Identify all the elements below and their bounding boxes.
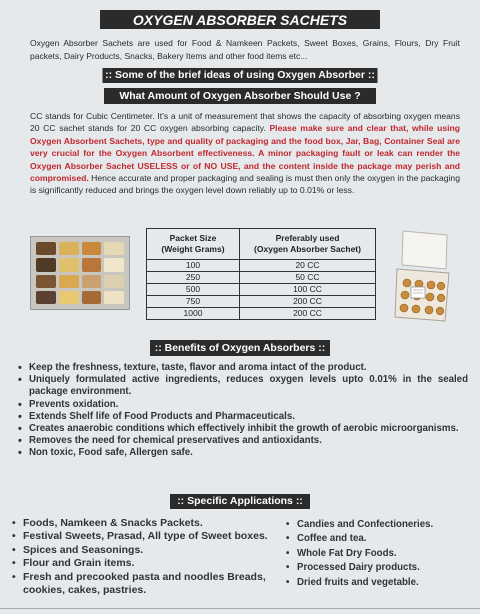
- benefit-item: • Extends Shelf life of Food Products and Pharmaceuticals.: [18, 411, 468, 423]
- application-item: • Fresh and precooked pasta and noodles Breads, cookies, cakes, pastries.: [12, 571, 277, 598]
- sachet-cell: 200 CC: [240, 296, 376, 308]
- benefits-banner: :: Benefits of Oxygen Absorbers ::: [150, 340, 330, 356]
- application-item: • Coffee and tea.: [286, 532, 471, 546]
- table-row: [147, 296, 376, 308]
- table-row: [147, 272, 376, 284]
- application-item: • Foods, Namkeen & Snacks Packets.: [12, 517, 277, 530]
- sachet-header: Preferably used (Oxygen Absorber Sachet): [240, 229, 376, 260]
- application-item: • Festival Sweets, Prasad, All type of Sweet boxes.: [12, 530, 277, 543]
- table-row: [147, 284, 376, 296]
- sweet-piece: [104, 242, 124, 255]
- table-row: [147, 260, 376, 272]
- benefit-item: • Prevents oxidation.: [18, 399, 468, 411]
- sweet-piece: [59, 258, 79, 271]
- application-item: • Spices and Seasonings.: [12, 544, 277, 557]
- measurement-paragraph: [30, 110, 460, 197]
- sweet-piece: [36, 258, 56, 271]
- packet-size-cell: 500: [147, 284, 240, 296]
- applications-list-left: [12, 517, 277, 597]
- packet-size-header: Packet Size (Weight Grams): [147, 229, 240, 260]
- sweet-piece: [36, 275, 56, 288]
- sweet-piece: [82, 275, 102, 288]
- sachet-cell: 200 CC: [240, 308, 376, 320]
- measurement-text-1: CC stands for Cubic Centimeter. It's a unit of measurement that shows the capacity of absorbing oxygen means 20 CC sachet stands for 20 CC oxygen absorbing capacity.: [30, 111, 460, 134]
- sweet-piece: [36, 291, 56, 304]
- applications-list-right: [286, 518, 471, 590]
- sweet-piece: [82, 291, 102, 304]
- bottom-rule: [0, 608, 480, 609]
- sweet-piece: [104, 291, 124, 304]
- packet-size-table: [146, 228, 376, 320]
- application-item: • Candies and Confectioneries.: [286, 518, 471, 532]
- sweet-piece: [104, 258, 124, 271]
- benefit-item: • Keep the freshness, texture, taste, flavor and aroma intact of the product.: [18, 362, 468, 374]
- table-row: [147, 308, 376, 320]
- sweet-box-photo: [30, 236, 130, 310]
- benefit-item: • Non toxic, Food safe, Allergen safe.: [18, 447, 468, 459]
- applications-banner: :: Specific Applications ::: [170, 494, 310, 509]
- packet-size-cell: 250: [147, 272, 240, 284]
- sweet-piece: [59, 242, 79, 255]
- ideas-banner: :: Some of the brief ideas of using Oxygen Absorber ::: [103, 68, 378, 83]
- sachet-cell: 50 CC: [240, 272, 376, 284]
- sachet-cell: 20 CC: [240, 260, 376, 272]
- packet-size-cell: 750: [147, 296, 240, 308]
- amount-banner: What Amount of Oxygen Absorber Should Use ?: [104, 88, 376, 104]
- sachet-cell: 100 CC: [240, 284, 376, 296]
- benefit-item: • Creates anaerobic conditions which effectively inhibit the growth of aerobic microorganisms.: [18, 423, 468, 435]
- benefits-list: [18, 362, 468, 460]
- intro-paragraph: Oxygen Absorber Sachets are used for Food & Namkeen Packets, Sweet Boxes, Grains, Flours, Dry Fruit packets, Dairy Products, Snacks, Bakery Items and other food items etc...: [30, 38, 460, 61]
- sweet-piece: [59, 275, 79, 288]
- measurement-text-2: Hence accurate and proper packaging and sealing is must then only the oxygen in the packaging is significantly reduced and brings the oxygen level down reliably up to 0.01% or less.: [30, 173, 460, 196]
- application-item: • Flour and Grain items.: [12, 557, 277, 570]
- sweet-piece: [36, 242, 56, 255]
- application-item: • Dried fruits and vegetable.: [286, 576, 471, 590]
- table-header-row: [147, 229, 376, 260]
- packaging-warning: Please make sure and clear that, while using Oxygen Absorbent Sachets, type and quality of packaging and the food box, Jar, Bag, Container Seal are very crucial for the Oxygen Absorbent effectiveness. A minor packaging fault or leak can render the Oxygen Absorber Sachet USELESS or of NO USE, and the content inside the package may perish and compromised.: [30, 123, 460, 184]
- sweet-piece: [82, 242, 102, 255]
- application-item: • Whole Fat Dry Foods.: [286, 547, 471, 561]
- sweet-piece: [82, 258, 102, 271]
- packet-size-cell: 100: [147, 260, 240, 272]
- sweet-piece: [59, 291, 79, 304]
- application-item: • Processed Dairy products.: [286, 561, 471, 575]
- packed-box-photo: [393, 229, 451, 324]
- benefit-item: • Removes the need for chemical preservatives and antioxidants.: [18, 435, 468, 447]
- packet-size-cell: 1000: [147, 308, 240, 320]
- sweet-piece: [104, 275, 124, 288]
- page-title: OXYGEN ABSORBER SACHETS: [100, 10, 380, 29]
- benefit-item: • Uniquely formulated active ingredients, reduces oxygen levels upto 0.01% in the sealed package environment.: [18, 374, 468, 398]
